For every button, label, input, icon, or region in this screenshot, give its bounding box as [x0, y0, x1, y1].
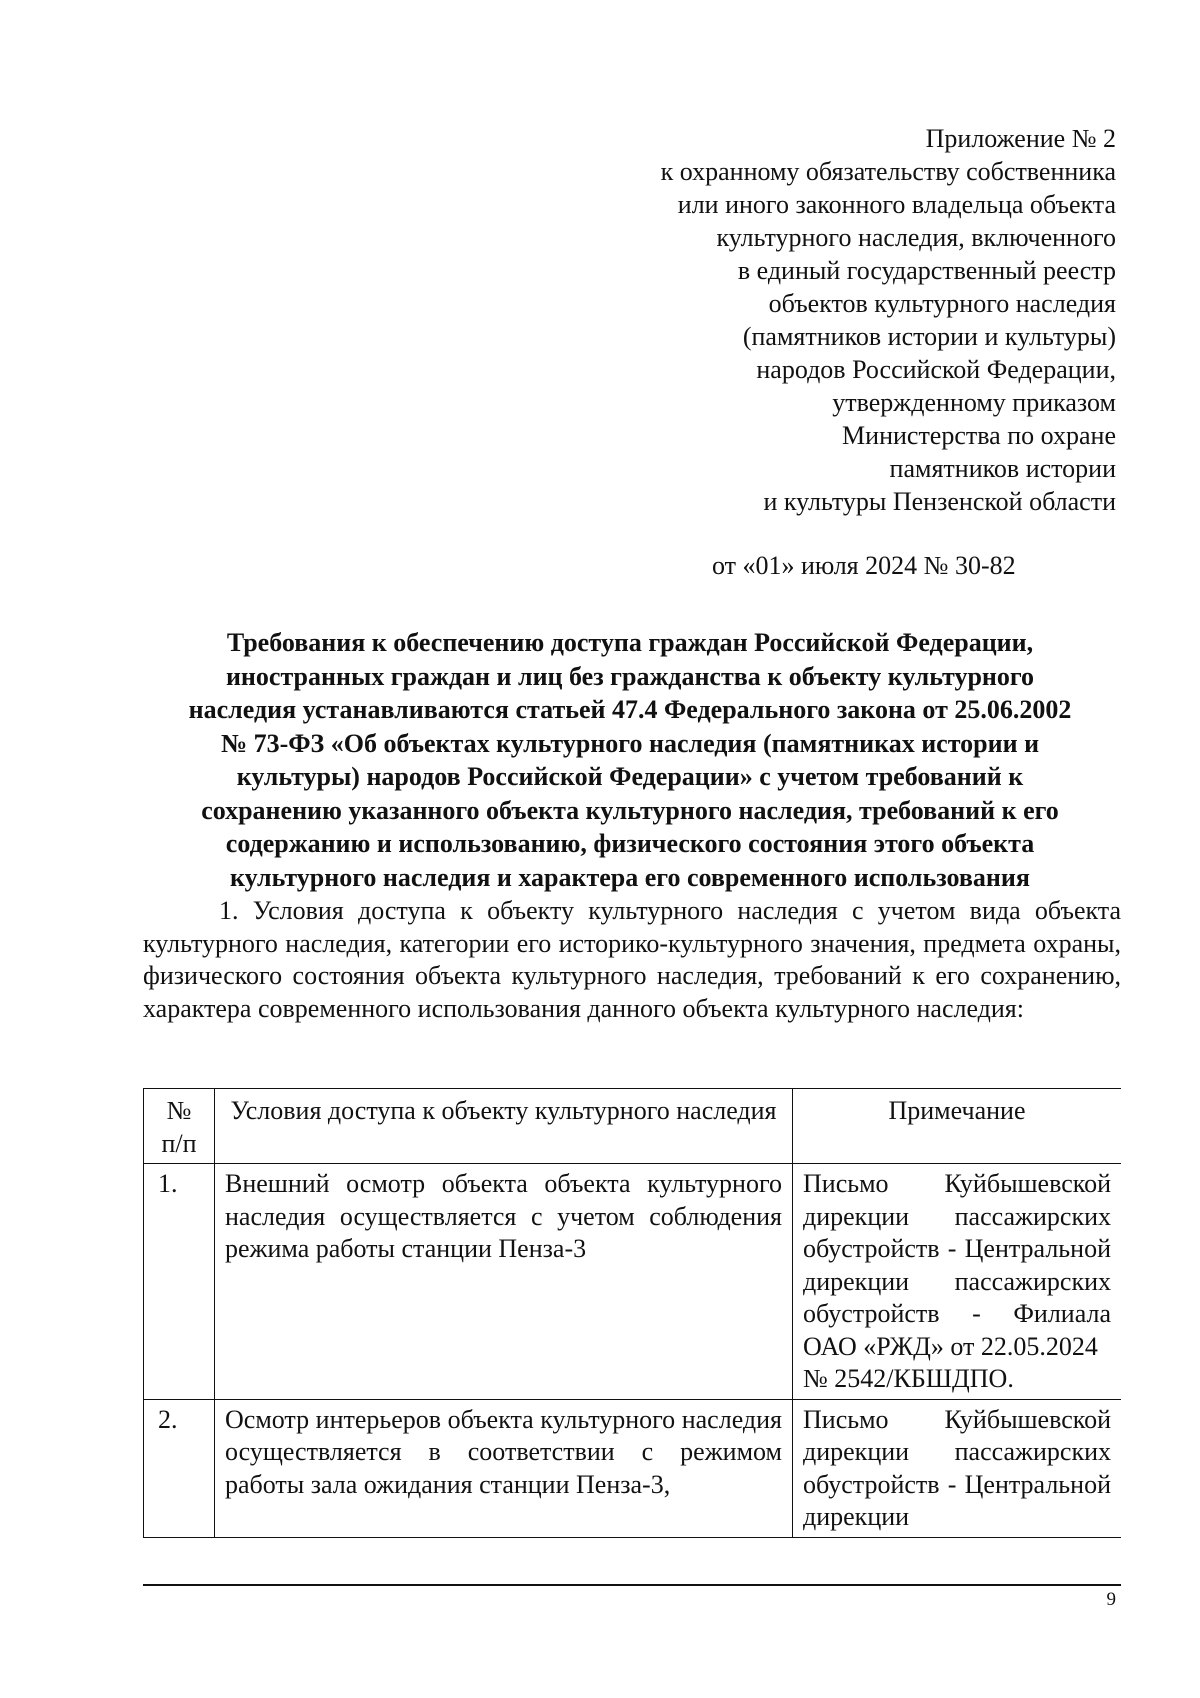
row-note [793, 1164, 1122, 1400]
row-conditions: Внешний осмотр объекта объекта культурного наследия осуществляется с учетом соблюдения режима работы станции Пенза-3 [215, 1164, 793, 1400]
annex-line: Министерства по охране [842, 421, 1116, 450]
annex-line: и культуры Пензенской области [763, 487, 1116, 516]
title-line: Требования к обеспечению доступа граждан Российской Федерации, [226, 628, 1034, 657]
title-line: иностранных граждан и лиц без гражданства к объекту культурного [225, 661, 1035, 691]
title-line: культуры) народов Российской Федерации» с учетом требований к [236, 762, 1024, 791]
annex-line: объектов культурного наследия [768, 289, 1116, 318]
annex-line: к охранному обязательству собственника [660, 157, 1116, 186]
row-number: 2. [144, 1399, 215, 1537]
annex-line: утвержденному приказом [832, 388, 1116, 417]
table-row [144, 1399, 1122, 1537]
annex-line: культурного наследия, включенного [716, 223, 1116, 252]
row-conditions: Осмотр интерьеров объекта культурного наследия осуществляется в соответствии с режимом работы зала ожидания станции Пенза-3, [215, 1399, 793, 1537]
access-conditions-paragraph: 1. Условия доступа к объекту культурного наследия с учетом вида объекта культурного наследия, категории его историко-культурного значения, предмета охраны, физического состояния объекта культурного наследия, требований к его сохранению, характера современного использования данного объекта культурного наследия: [143, 896, 1121, 1023]
annex-line: или иного законного владельца объекта [677, 190, 1116, 219]
annex-line: народов Российской Федерации, [756, 355, 1116, 384]
table-header-row [144, 1089, 1122, 1164]
access-conditions-table [143, 1088, 1121, 1538]
row-note-text: Письмо Куйбышевской дирекции пассажирских обустройств - Центральной дирекции пассажирских обустройств - Филиала ОАО «РЖД» от 22.05.2024 [803, 1169, 1111, 1361]
header-num: № п/п [144, 1089, 215, 1164]
title-line: № 73-ФЗ «Об объектах культурного наследия (памятниках истории и [220, 728, 1040, 758]
title-line: содержанию и использованию, физического состояния этого объекта [225, 829, 1035, 858]
table-row [144, 1164, 1122, 1400]
annex-line: (памятников истории и культуры) [742, 322, 1116, 351]
title-line: культурного наследия и характера его современного использования [230, 862, 1030, 892]
row-number: 1. [144, 1164, 215, 1400]
access-conditions-table-wrapper [143, 1088, 1121, 1586]
row-note: Письмо Куйбышевской дирекции пассажирских обустройств - Центральной дирекции [793, 1399, 1122, 1537]
title-line: сохранению указанного объекта культурного наследия, требований к его [201, 795, 1059, 825]
header-conditions: Условия доступа к объекту культурного наследия [215, 1089, 793, 1164]
page-number: 9 [1106, 1589, 1116, 1610]
annex-line: памятников истории [889, 454, 1116, 483]
annex-header [516, 122, 1116, 518]
order-date: от «01» июля 2024 № 30-82 [712, 551, 1016, 580]
header-note: Примечание [793, 1089, 1122, 1164]
row-note-number: № 2542/КБШДПО. [803, 1364, 1014, 1393]
annex-line: Приложение № 2 [925, 124, 1116, 153]
title-line: наследия устанавливаются статьей 47.4 Федерального закона от 25.06.2002 [188, 695, 1072, 724]
requirements-title [140, 626, 1120, 894]
annex-line: в единый государственный реестр [737, 256, 1116, 285]
